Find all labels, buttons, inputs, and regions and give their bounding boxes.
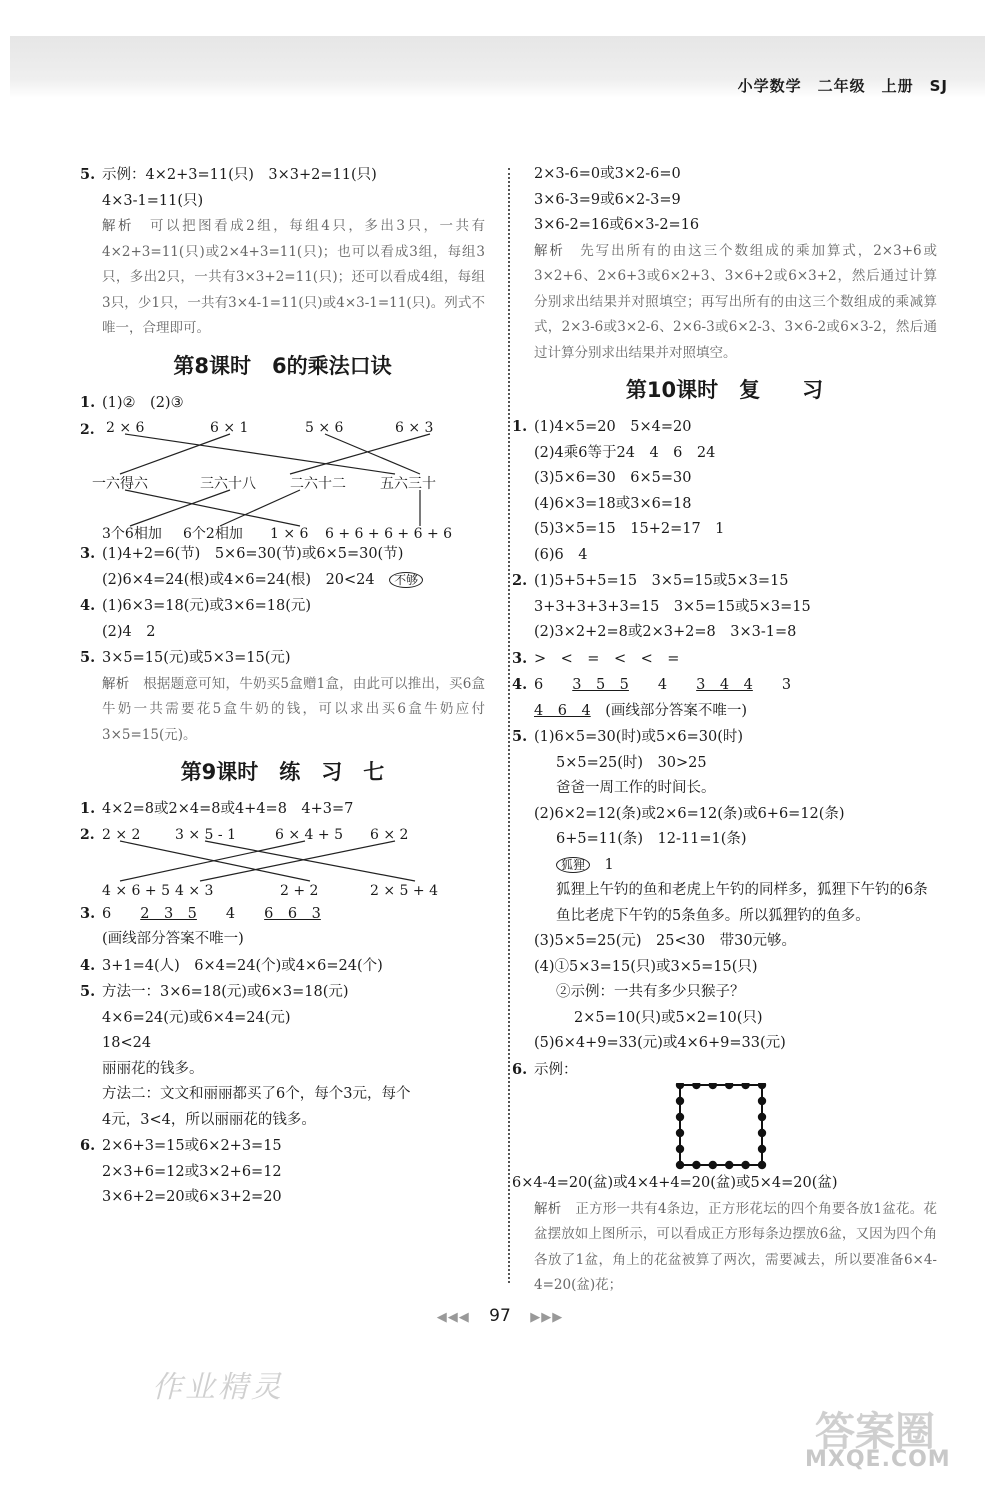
l10-q6-label: 6. 示例：	[512, 1060, 578, 1078]
l10-q1-line1: (2)4乘6等于24 4 6 24	[534, 444, 716, 461]
header-edition: SJ	[929, 77, 948, 95]
l8-q3-badge: 不够	[389, 572, 423, 588]
l10-q5-line5: (3)5×5=25(元) 25<30 带30元够。	[534, 933, 797, 949]
flower-pot-dot	[758, 1113, 766, 1121]
l10-q2-line1: 3+3+3+3+3=15 3×5=15或5×3=15	[534, 598, 811, 615]
l10-q5-line9: (5)6×4+9=33(元)或4×6+9=33(元)	[534, 1035, 786, 1051]
l9-q5-line0: 5. 方法一：3×6=18(元)或6×3=18(元)	[80, 983, 349, 1000]
l10-q6-figure	[512, 1083, 937, 1171]
flower-pot-dot	[741, 1083, 749, 1089]
prev-arrows-icon: ◀◀◀	[436, 1310, 470, 1325]
flower-pot-dot	[692, 1083, 700, 1089]
l8-q2-top-0: 2 × 6	[106, 420, 145, 436]
column-divider	[508, 168, 510, 1283]
l10-q5-badge-line: 狐狸 1	[512, 853, 937, 879]
lesson8-title: 第8课时 6的乘法口诀	[173, 353, 392, 378]
l10-q1-line4: (5)3×5=15 15+2=17 1	[534, 521, 725, 537]
flower-pot-dot	[709, 1083, 717, 1089]
l8-q2-bot-3: 6 + 6 + 6 + 6 + 6	[325, 526, 453, 542]
flower-pot-dot	[758, 1097, 766, 1105]
l9-q2-top-3: 6 × 2	[370, 826, 409, 843]
l8-q5-explanation: 解析 根据题意可知，牛奶买5盒赠1盒，由此可以推出，买6盒牛奶一共需要花5盒牛奶的钱，可以求出买6盒牛奶应付3×5=15(元)。	[102, 675, 486, 743]
l10-q5-line2: 爸爸一周工作的时间长。	[556, 780, 716, 796]
l8-q2-bot-0: 3个6相加	[102, 526, 162, 542]
l8-q2-mid-0: 一六得六	[92, 476, 148, 492]
flower-pot-dot	[692, 1161, 700, 1169]
l9-q2-top-2: 6 × 4 + 5	[275, 826, 343, 843]
r-top-explanation: 解析 先写出所有的由这三个数组成的乘加算式，2×3+6或3×2+6、2×6+3或6×2+3、3×6+2或6×3+2，然后通过计算分别求出结果并对照填空；再写出所有的由这三个数组成的乘减算式，2×3-6或3×2-6、2×6-3或6×2-3、3×6-2或6×3-2，然后通过计算分别求出结果并对照填空。	[534, 242, 938, 361]
l9-q5-line2: 18<24	[102, 1035, 152, 1051]
header-subject: 小学数学	[737, 77, 802, 95]
l8-q1: 1. (1)② (2)③	[80, 393, 184, 411]
page-number: 97	[489, 1306, 511, 1326]
l10-q6-explanation: 解析 正方形一共有4条边，正方形花坛的四个角要各放1盆花。花盆摆放如上图所示，可以看成正方形每条边摆放6盆，又因为四个角各放了1盆，角上的花盆被算了两次，需要减去，所以要准备6×4-4=20(盆)花；	[534, 1200, 938, 1293]
l10-q5-badge: 狐狸	[556, 857, 590, 873]
flower-pot-dot	[725, 1083, 733, 1089]
l10-q2-line0: 2. (1)5+5+5=15 3×5=15或5×3=15	[512, 572, 789, 589]
l9-q1: 1. 4×2=8或2×4=8或4+4=8 4+3=7	[80, 800, 354, 817]
q5-top-line2: 4×3-1=11(只)	[102, 192, 204, 209]
lesson9-title: 第9课时 练 习 七	[180, 760, 385, 784]
l8-q2-top-2: 5 × 6	[305, 420, 344, 436]
l9-q5-line4: 方法二：文文和丽丽都买了6个，每个3元，每个	[102, 1086, 411, 1102]
flower-square-diagram	[512, 1083, 937, 1171]
l9-q2-bot-1: 4 × 3	[175, 882, 214, 899]
flower-pot-dot	[709, 1161, 717, 1169]
l8-q2-mid-2: 二六十二	[290, 476, 346, 492]
flower-pot-dot	[741, 1161, 749, 1169]
flower-pot-dot	[758, 1129, 766, 1137]
page-header	[722, 75, 948, 96]
l8-q2-bot-1: 6个2相加	[183, 526, 243, 542]
l8-q4-line2: (2)4 2	[102, 623, 156, 640]
l10-q5-line0: 5. (1)6×5=30(时)或5×6=30(时)	[512, 728, 744, 745]
r-top-line0: 2×3-6=0或3×2-6=0	[534, 166, 681, 182]
l9-q2-top-0: 2 × 2	[102, 826, 141, 843]
flower-pot-dot	[676, 1083, 684, 1089]
l8-q2-mid-3: 五六三十	[380, 476, 436, 492]
lesson10-title: 第10课时 复 习	[625, 378, 824, 402]
l10-q4-line2: 4 6 4 (画线部分答案不唯一)	[534, 702, 748, 719]
l10-q4: 4. 6 3 5 5 4 3 4 4 3	[512, 676, 792, 693]
l8-q5-line1: 5. 3×5=15(元)或5×3=15(元)	[80, 649, 291, 666]
l9-q6-line1: 2×3+6=12或3×2+6=12	[102, 1163, 282, 1180]
l9-q2-top-1: 3 × 5 - 1	[175, 826, 236, 843]
l8-q2-bot-2: 1 × 6	[270, 526, 309, 542]
l9-q6-line2: 3×6+2=20或6×3+2=20	[102, 1189, 282, 1205]
flower-pot-dot	[758, 1145, 766, 1153]
flower-pot-dot	[676, 1113, 684, 1121]
flower-pot-dot	[676, 1145, 684, 1153]
l10-q5-line8: 2×5=10(只)或5×2=10(只)	[574, 1009, 763, 1026]
l10-q5-line7: ②示例：一共有多少只猴子？	[556, 984, 745, 1000]
right-column	[512, 162, 937, 1299]
l9-q6-line0: 6. 2×6+3=15或6×2+3=15	[80, 1137, 282, 1154]
l8-q2-top-1: 6 × 1	[210, 420, 249, 436]
l8-q2-mid-1: 三六十八	[200, 476, 256, 492]
l8-q3-line2: (2)6×4=24(根)或4×6=24(根) 20<24 不够	[80, 568, 485, 594]
r-top-line1: 3×6-3=9或6×2-3=9	[534, 191, 681, 208]
l9-q2-bot-3: 2 × 5 + 4	[370, 882, 438, 899]
l8-q4-line1: 4. (1)6×3=18(元)或3×6=18(元)	[80, 597, 312, 614]
l10-q5-line6: (4)①5×3=15(只)或3×5=15(只)	[534, 958, 758, 975]
l10-q1-line3: (4)6×3=18或3×6=18	[534, 495, 692, 512]
r-top-line2: 3×6-2=16或6×3-2=16	[534, 217, 700, 233]
l9-q3: 3. 6 2 3 5 4 6 6 3	[80, 904, 321, 922]
l9-q3-note: (画线部分答案不唯一)	[102, 931, 244, 947]
l9-q2-bot-0: 4 × 6 + 5	[102, 882, 170, 899]
flower-pot-dot	[676, 1129, 684, 1137]
l9-q2-bot-2: 2 + 2	[280, 882, 319, 899]
l9-q2-matching: 2. 2 × 2 3 × 5 - 1 6 × 4 + 5 6 × 2 4 × 6 + 5 4 × 3 2 + 2 2 × 5 + 4	[80, 823, 485, 901]
left-column	[80, 162, 485, 1211]
l10-q5-line1: 5×5=25(时) 30>25	[556, 754, 707, 771]
l10-q3: 3. > < = < < =	[512, 649, 680, 667]
flower-pot-dot	[676, 1097, 684, 1105]
l10-q1-line0: 1. (1)4×5=20 5×4=20	[512, 418, 692, 435]
l10-q1-line2: (3)5×6=30 6×5=30	[534, 470, 692, 486]
watermark-zuoye: 作业精灵	[152, 1370, 284, 1405]
l9-q5-line1: 4×6=24(元)或6×4=24(元)	[102, 1009, 291, 1026]
q5-top-explanation: 解析 可以把图看成2组，每组4只，多出3只，一共有4×2+3=11(只)或2×4+3=11(只)；也可以看成3组，每组3只，多出2只，一共有3×3+2=11(只)；还可以看成4组，每组3只，少1只，一共有3×4-1=11(只)或4×3-1=11(只)。列式不唯一，合理即可。	[102, 218, 486, 336]
flower-pot-dot	[758, 1083, 766, 1089]
l10-q5-line4: 6+5=11(条) 12-11=1(条)	[556, 831, 747, 847]
next-arrows-icon: ▶▶▶	[530, 1310, 564, 1325]
l8-q2-top-3: 6 × 3	[395, 420, 434, 436]
page-number-bar	[0, 1306, 1000, 1326]
watermark-daanquan: 答案圈	[815, 1409, 935, 1455]
l10-q1-line5: (6)6 4	[534, 546, 588, 563]
l9-q4: 4. 3+1=4(人) 6×4=24(个)或4×6=24(个)	[80, 956, 383, 974]
l10-q5-line3: (2)6×2=12(条)或2×6=12(条)或6+6=12(条)	[534, 805, 845, 822]
header-grade: 二年级	[817, 77, 866, 95]
l10-q6-line: 6×4-4=20(盆)或4×4+4=20(盆)或5×4=20(盆)	[512, 1175, 838, 1191]
l9-q5-line3: 丽丽花的钱多。	[102, 1060, 204, 1077]
q5-top-line1: 5. 示例：4×2+3=11(只) 3×3+2=11(只)	[80, 166, 377, 183]
l10-q2-line2: (2)3×2+2=8或2×3+2=8 3×3-1=8	[534, 624, 797, 640]
l8-q2-matching: 2. 2 × 6 6 × 1 5 × 6 6 × 3 一六得六 三六十八 二六十二 五六三十 3个6相加 6个2相加 1 × 6 6 + 6 + 6 + 6 + 6	[80, 416, 485, 541]
l8-q3-line1: 3. (1)4+2=6(节) 5×6=30(节)或6×5=30(节)	[80, 545, 404, 562]
flower-pot-dot	[758, 1161, 766, 1169]
l9-q5-line5: 4元，3<4，所以丽丽花的钱多。	[102, 1111, 316, 1128]
watermark-url: MXQE.COM	[805, 1447, 951, 1472]
flower-pot-dot	[725, 1161, 733, 1169]
l10-q5-para: 狐狸上午钓的鱼和老虎上午钓的同样多，狐狸下午钓的6条鱼比老虎下午钓的5条鱼多。所以狐狸钓的鱼多。	[556, 882, 928, 924]
flower-pot-dot	[676, 1161, 684, 1169]
header-volume: 上册	[881, 77, 914, 95]
